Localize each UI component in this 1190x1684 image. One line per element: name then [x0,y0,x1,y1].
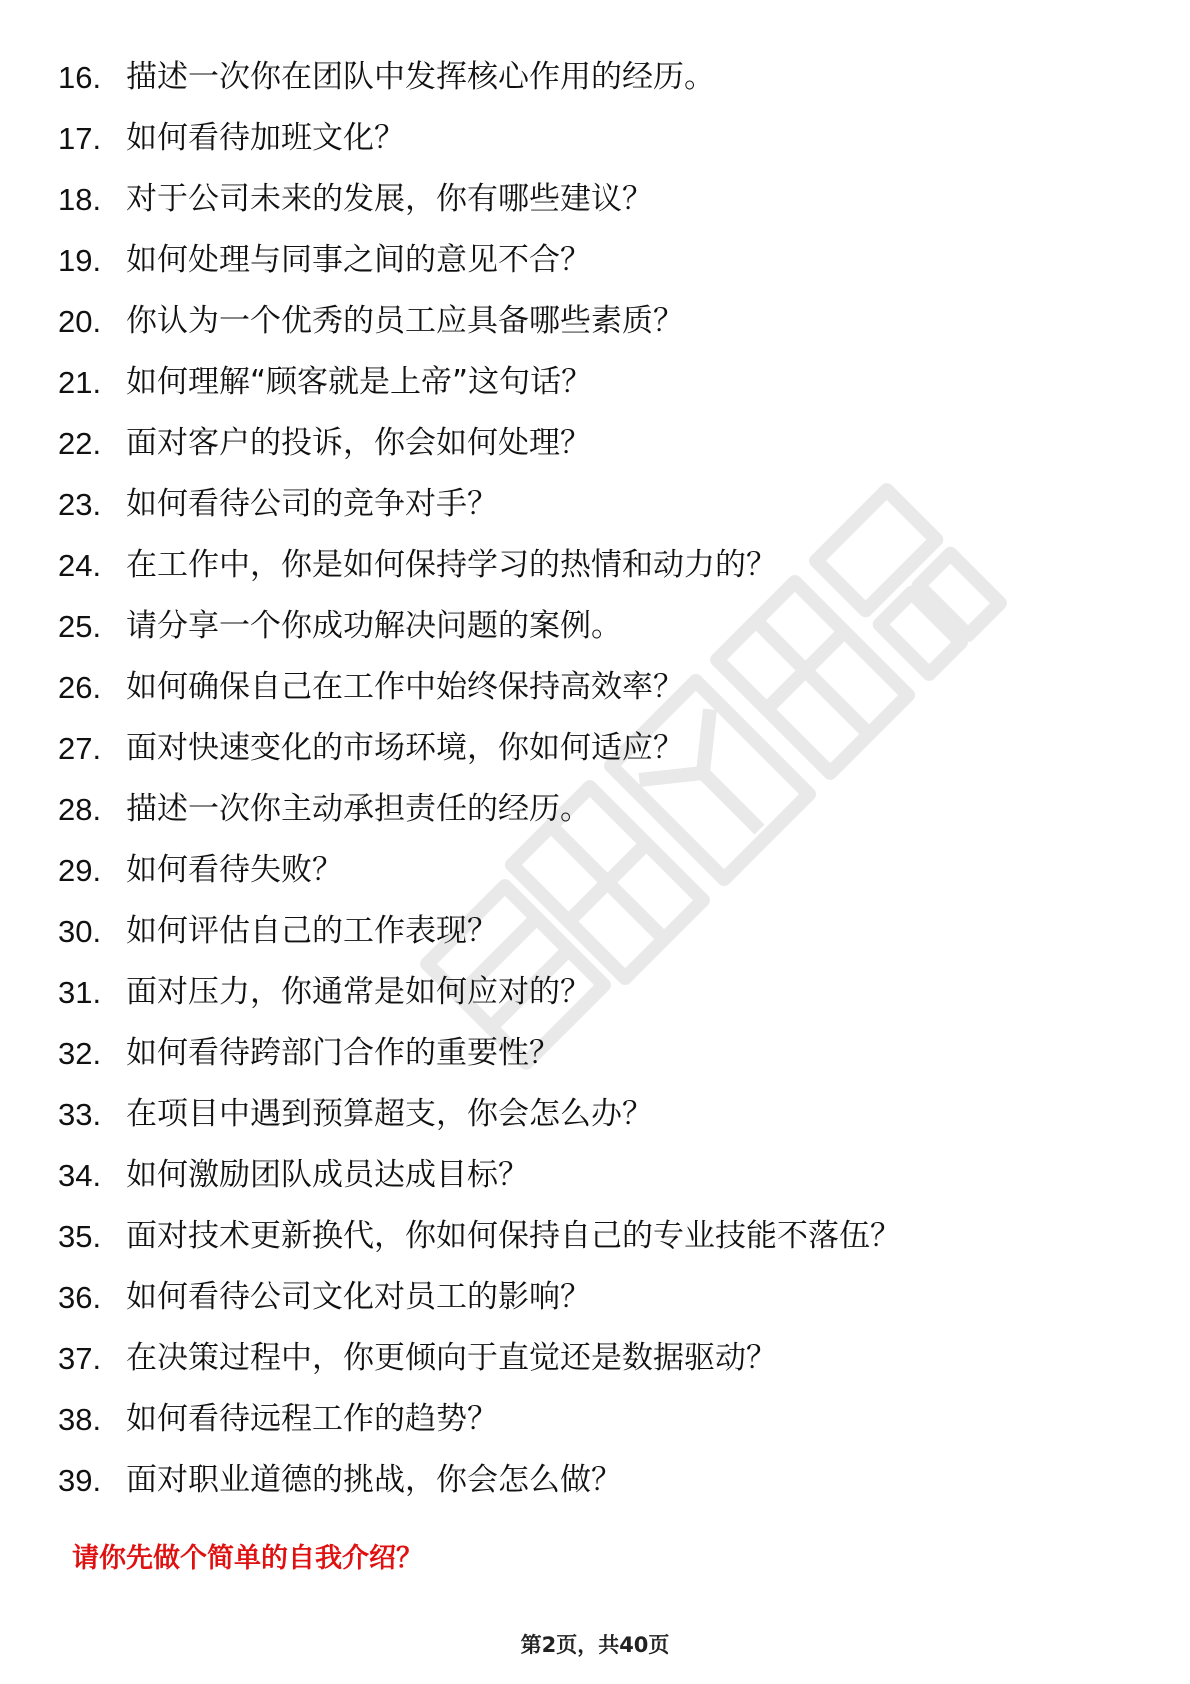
list-item [58,1084,901,1145]
question-number: 31. [58,975,102,1010]
question-number: 38. [58,1402,102,1437]
question-text: 在项目中遇到预算超支，你会怎么办？ [126,1096,653,1132]
question-text: 你认为一个优秀的员工应具备哪些素质？ [126,303,684,339]
list-item [58,230,901,291]
question-number: 22. [58,426,102,461]
question-number: 39. [58,1463,102,1498]
list-item [58,596,901,657]
question-number: 37. [58,1341,102,1376]
question-number: 25. [58,609,102,644]
question-text: 在工作中，你是如何保持学习的热情和动力的？ [126,547,777,583]
list-item [58,108,901,169]
question-text: 面对技术更新换代，你如何保持自己的专业技能不落伍？ [126,1218,901,1254]
question-text: 如何确保自己在工作中始终保持高效率？ [126,669,684,705]
question-text: 如何看待跨部门合作的重要性？ [126,1035,560,1071]
question-text: 面对压力，你通常是如何应对的？ [126,974,591,1010]
question-text: 面对快速变化的市场环境，你如何适应？ [126,730,684,766]
question-number: 20. [58,304,102,339]
question-text: 面对客户的投诉，你会如何处理？ [126,425,591,461]
question-number: 18. [58,182,102,217]
question-text: 如何理解“顾客就是上帝”这句话？ [126,364,593,400]
list-item [58,535,901,596]
question-number: 17. [58,121,102,156]
question-number: 34. [58,1158,102,1193]
question-number: 24. [58,548,102,583]
list-item [58,474,901,535]
question-number: 35. [58,1219,102,1254]
list-item [58,169,901,230]
list-item [58,413,901,474]
question-text: 对于公司未来的发展，你有哪些建议？ [126,181,653,217]
question-number: 26. [58,670,102,705]
question-text: 如何看待远程工作的趋势？ [126,1401,498,1437]
question-text: 如何评估自己的工作表现？ [126,913,498,949]
list-item [58,1328,901,1389]
list-item [58,779,901,840]
question-list [58,47,901,1511]
list-item [58,962,901,1023]
page-footer: 第2页，共40页 [520,1633,670,1657]
question-text: 如何看待公司文化对员工的影响？ [126,1279,591,1315]
list-item [58,1145,901,1206]
question-number: 21. [58,365,102,400]
question-text: 描述一次你主动承担责任的经历。 [126,791,591,827]
question-number: 27. [58,731,102,766]
list-item [58,840,901,901]
list-item [58,901,901,962]
question-number: 36. [58,1280,102,1315]
question-text: 如何看待失败？ [126,852,343,888]
list-item [58,718,901,779]
question-number: 19. [58,243,102,278]
question-text: 如何激励团队成员达成目标？ [126,1157,529,1193]
question-number: 30. [58,914,102,949]
list-item [58,1206,901,1267]
question-number: 32. [58,1036,102,1071]
question-text: 描述一次你在团队中发挥核心作用的经历。 [126,59,715,95]
question-text: 如何看待加班文化？ [126,120,405,156]
question-number: 29. [58,853,102,888]
list-item [58,657,901,718]
question-text: 面对职业道德的挑战，你会怎么做？ [126,1462,622,1498]
question-text: 如何看待公司的竞争对手？ [126,486,498,522]
question-number: 33. [58,1097,102,1132]
self-intro-prompt: 请你先做个简单的自我介绍？ [72,1543,423,1574]
list-item [58,1450,901,1511]
question-number: 16. [58,60,102,95]
question-text: 如何处理与同事之间的意见不合？ [126,242,591,278]
question-number: 23. [58,487,102,522]
question-text: 在决策过程中，你更倾向于直觉还是数据驱动？ [126,1340,777,1376]
list-item [58,291,901,352]
list-item [58,1389,901,1450]
question-text: 请分享一个你成功解决问题的案例。 [126,608,622,644]
list-item [58,352,901,413]
question-number: 28. [58,792,102,827]
list-item [58,1267,901,1328]
list-item [58,47,901,108]
list-item [58,1023,901,1084]
